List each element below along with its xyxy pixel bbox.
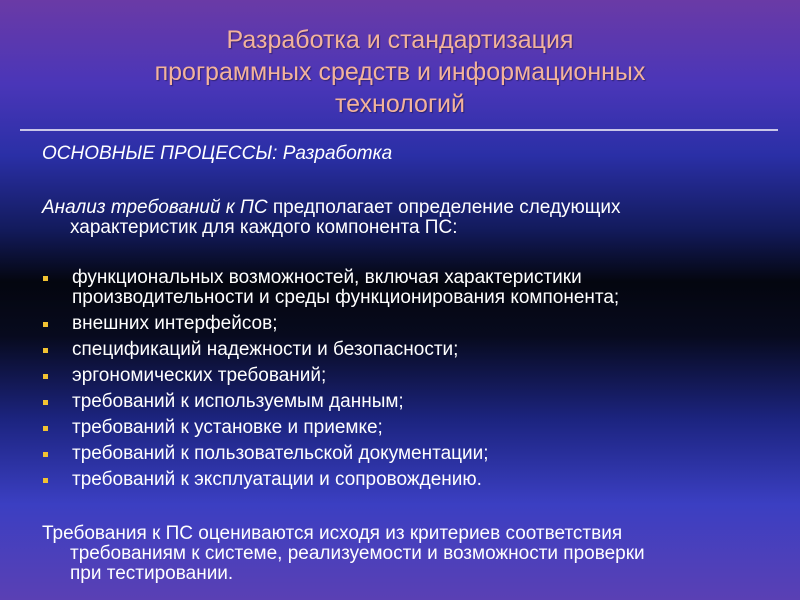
list-item [42, 366, 742, 386]
intro-paragraph [42, 198, 732, 238]
list-item-line: спецификаций надежности и безопасности; [72, 339, 459, 360]
intro-rest: предполагает определение следующих [267, 197, 621, 218]
list-item [42, 340, 742, 360]
slide-title [0, 24, 800, 120]
list-item-line: функциональных возможностей, включая характеристики [72, 267, 582, 288]
intro-line [42, 198, 732, 218]
list-item-line: эргономических требований; [72, 365, 327, 386]
bullet-square-icon [43, 478, 48, 483]
list-item-line: требований к пользовательской документации; [72, 443, 489, 464]
title-line: Разработка и стандартизация [226, 26, 574, 54]
list-item-line: требований к используемым данным; [72, 391, 404, 412]
list-item [42, 470, 742, 490]
list-item-line: требований к эксплуатации и сопровождению. [72, 469, 482, 490]
bullet-square-icon [43, 374, 48, 379]
requirements-list [42, 268, 742, 496]
bullet-square-icon [43, 348, 48, 353]
bullet-square-icon [43, 400, 48, 405]
title-divider [20, 129, 778, 131]
bullet-square-icon [43, 426, 48, 431]
intro-line: характеристик для каждого компонента ПС: [70, 217, 458, 238]
list-item [42, 268, 742, 308]
title-line: программных средств и информационных [154, 58, 646, 86]
bullet-square-icon [43, 276, 48, 281]
closing-line: требованиям к системе, реализуемости и возможности проверки [70, 543, 645, 564]
section-heading: ОСНОВНЫЕ ПРОЦЕССЫ: Разработка [42, 143, 393, 164]
closing-line: при тестировании. [70, 563, 234, 584]
list-item-line: требований к установке и приемке; [72, 417, 383, 438]
bullet-square-icon [43, 452, 48, 457]
closing-line: Требования к ПС оцениваются исходя из критериев соответствия [42, 523, 623, 544]
list-item-line: внешних интерфейсов; [72, 313, 278, 334]
list-item [42, 392, 742, 412]
list-item [42, 314, 742, 334]
list-item [42, 444, 742, 464]
title-line: технологий [334, 90, 465, 118]
closing-paragraph [42, 524, 762, 584]
list-item [42, 418, 742, 438]
bullet-square-icon [43, 322, 48, 327]
intro-emphasis: Анализ требований к ПС [42, 197, 268, 218]
list-item-line: производительности и среды функционирования компонента; [72, 287, 620, 308]
